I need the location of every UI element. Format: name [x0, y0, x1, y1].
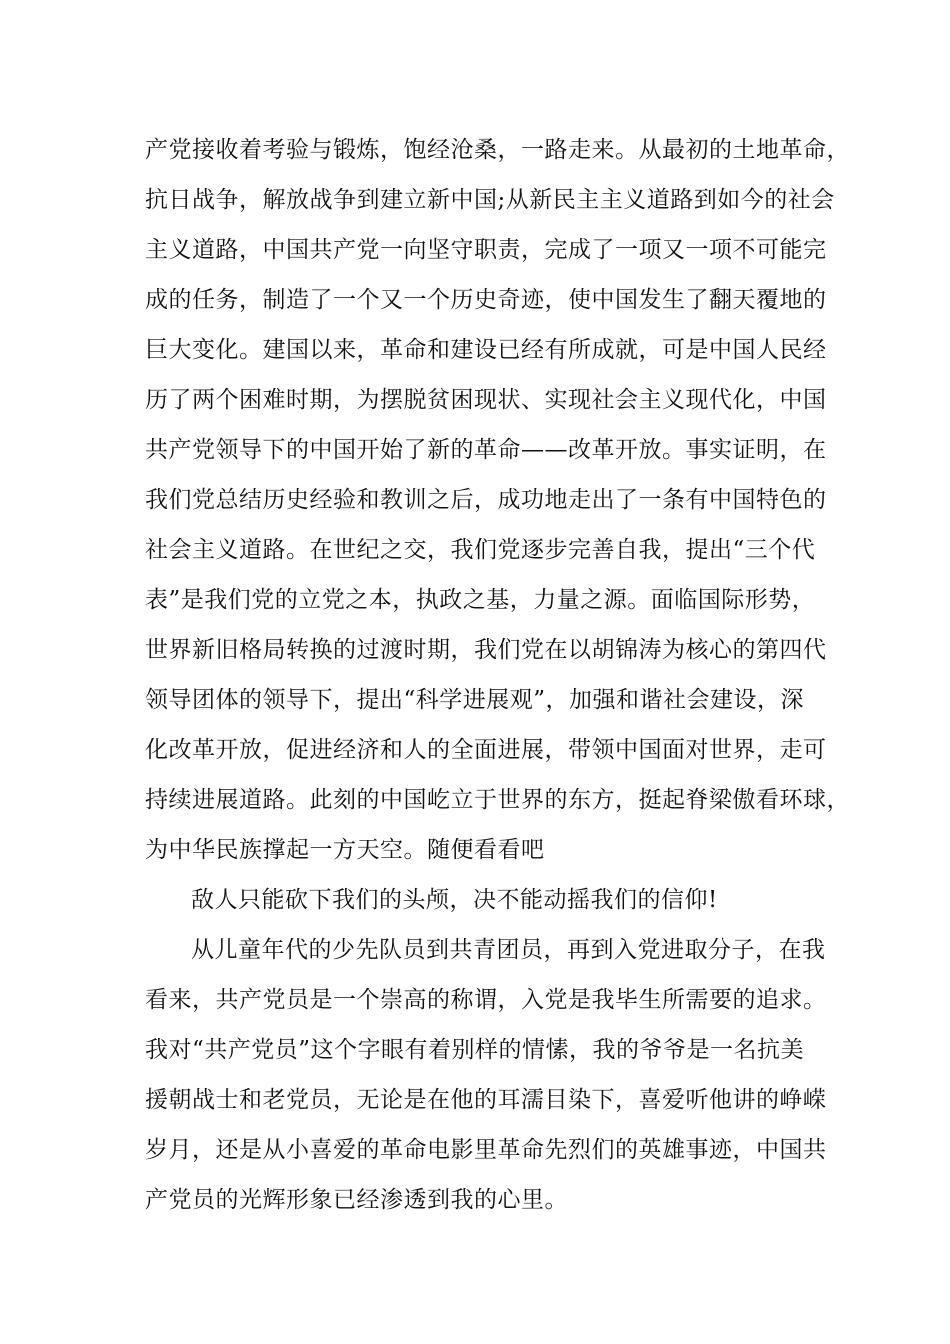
- paragraph-1-line-8: 我们党总结历史经验和教训之后，成功地走出了一条有中国特色的: [145, 487, 827, 513]
- paragraph-1-line-14: 持续进展道路。此刻的中国屹立于世界的东方，挺起脊梁傲看环球，: [145, 787, 850, 813]
- paragraph-1-line-13: 化改革开放，促进经济和人的全面进展，带领中国面对世界，走可: [145, 737, 827, 763]
- paragraph-3-line-2: 看来，共产党员是一个崇高的称谓，入党是我毕生所需要的追求。: [145, 987, 827, 1013]
- paragraph-3-line-4: 援朝战士和老党员，无论是在他的耳濡目染下，喜爱听他讲的峥嵘: [145, 1087, 827, 1113]
- paragraph-1-line-2: 抗日战争，解放战争到建立新中国;从新民主主义道路到如今的社会: [145, 187, 835, 213]
- paragraph-1-line-7: 共产党领导下的中国开始了新的革命——改革开放。事实证明，在: [145, 437, 827, 463]
- paragraph-1-line-11: 世界新旧格局转换的过渡时期，我们党在以胡锦涛为核心的第四代: [145, 637, 827, 663]
- paragraph-1-line-15: 为中华民族撑起一方天空。随便看看吧: [145, 837, 545, 863]
- paragraph-1-line-5: 巨大变化。建国以来，革命和建设已经有所成就，可是中国人民经: [145, 337, 827, 363]
- paragraph-3-line-3: 我对“共产党员”这个字眼有着别样的情愫，我的爷爷是一名抗美: [145, 1037, 805, 1063]
- paragraph-1-line-9: 社会主义道路。在世纪之交，我们党逐步完善自我，提出“三个代: [145, 537, 816, 563]
- paragraph-1-line-12: 领导团体的领导下，提出“科学进展观”，加强和谐社会建设，深: [145, 687, 805, 713]
- paragraph-3-line-5: 岁月，还是从小喜爱的革命电影里革命先烈们的英雄事迹，中国共: [145, 1137, 827, 1163]
- document-body: [145, 125, 850, 1225]
- paragraph-1-line-10: 表”是我们党的立党之本，执政之基，力量之源。面临国际形势，: [145, 587, 816, 613]
- paragraph-3-line-6: 产党员的光辉形象已经渗透到我的心里。: [145, 1187, 568, 1213]
- paragraph-1-line-6: 历了两个困难时期，为摆脱贫困现状、实现社会主义现代化，中国: [145, 387, 827, 413]
- paragraph-1-line-1: 产党接收着考验与锻炼，饱经沧桑，一路走来。从最初的土地革命，: [145, 137, 850, 163]
- paragraph-2-line-1: 敌人只能砍下我们的头颅，决不能动摇我们的信仰!: [191, 887, 718, 913]
- paragraph-3-line-1: 从儿童年代的少先队员到共青团员，再到入党进取分子，在我: [191, 937, 826, 963]
- paragraph-1-line-4: 成的任务，制造了一个又一个历史奇迹，使中国发生了翻天覆地的: [145, 287, 827, 313]
- paragraph-1-line-3: 主义道路，中国共产党一向坚守职责，完成了一项又一项不可能完: [145, 237, 827, 263]
